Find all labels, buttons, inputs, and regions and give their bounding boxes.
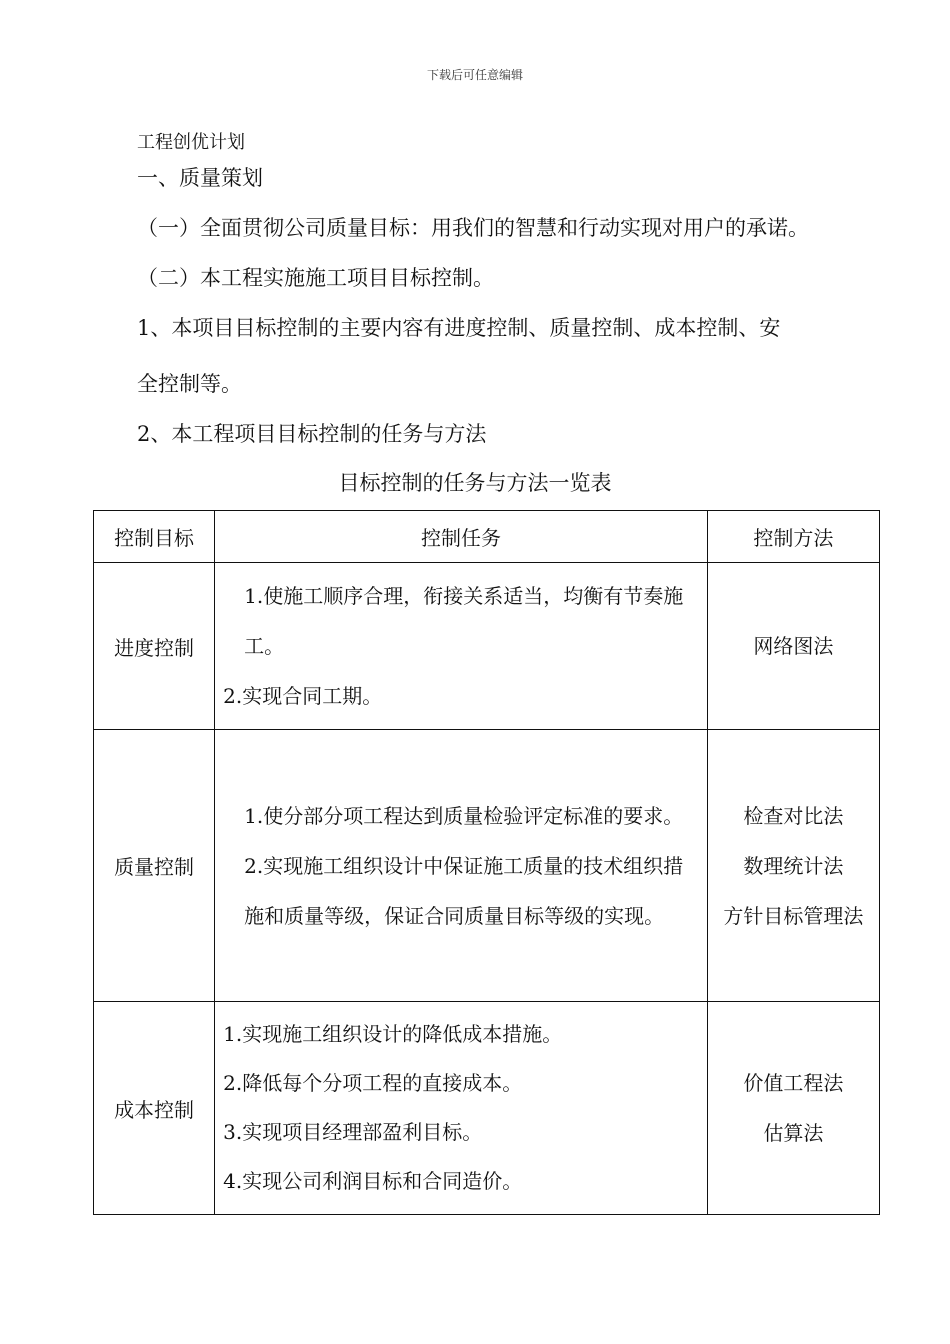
task-item: 2.实现合同工期。 xyxy=(223,684,383,708)
table-caption: 目标控制的任务与方法一览表 xyxy=(338,471,612,495)
row-target-cell: 进度控制 xyxy=(94,563,215,730)
item-1-line-2: 全控制等。 xyxy=(137,372,242,396)
control-table xyxy=(93,510,880,1215)
task-item: 1.实现施工组织设计的降低成本措施。 xyxy=(223,1022,563,1046)
row-tasks-cell xyxy=(215,730,708,1002)
subsection-quality-goal: （一）全面贯彻公司质量目标：用我们的智慧和行动实现对用户的承诺。 xyxy=(137,216,809,240)
method-item: 数理统计法 xyxy=(743,853,844,878)
item-2-heading: 2、本工程项目目标控制的任务与方法 xyxy=(137,422,487,446)
item-1-line-1: 1、本项目目标控制的主要内容有进度控制、质量控制、成本控制、安 xyxy=(137,316,781,340)
row-target-cell: 质量控制 xyxy=(94,730,215,1002)
method-item: 网络图法 xyxy=(753,634,834,658)
table-header-row xyxy=(94,511,880,563)
table-row xyxy=(94,730,880,1002)
subsection-target-control: （二）本工程实施施工项目目标控制。 xyxy=(137,266,494,290)
row-target-cell: 成本控制 xyxy=(94,1002,215,1215)
page-header: 下载后可任意编辑 xyxy=(426,68,523,82)
task-item: 2.实现施工组织设计中保证施工质量的技术组织措施和质量等级，保证合同质量目标等级的实现。 xyxy=(244,853,684,928)
task-item: 3.实现项目经理部盈利目标。 xyxy=(223,1120,483,1144)
column-header-methods: 控制方法 xyxy=(707,511,879,563)
row-methods-cell xyxy=(707,730,879,1002)
task-item: 4.实现公司利润目标和合同造价。 xyxy=(223,1169,523,1193)
row-methods-cell xyxy=(707,1002,879,1215)
method-item: 估算法 xyxy=(763,1121,824,1145)
column-header-tasks: 控制任务 xyxy=(215,511,708,563)
column-header-target: 控制目标 xyxy=(94,511,215,563)
row-tasks-cell xyxy=(215,1002,708,1215)
task-item: 2.降低每个分项工程的直接成本。 xyxy=(223,1071,523,1095)
row-tasks-cell xyxy=(215,563,708,730)
section-heading-quality-planning: 一、质量策划 xyxy=(137,166,263,190)
method-item: 价值工程法 xyxy=(743,1071,844,1095)
task-item: 1.使施工顺序合理，衔接关系适当，均衡有节奏施工。 xyxy=(244,584,684,658)
method-item: 检查对比法 xyxy=(743,803,844,828)
method-item: 方针目标管理法 xyxy=(723,903,864,928)
table-row xyxy=(94,563,880,730)
task-item: 1.使分部分项工程达到质量检验评定标准的要求。 xyxy=(244,803,684,828)
document-title: 工程创优计划 xyxy=(137,132,245,153)
table-row xyxy=(94,1002,880,1215)
row-methods-cell xyxy=(707,563,879,730)
